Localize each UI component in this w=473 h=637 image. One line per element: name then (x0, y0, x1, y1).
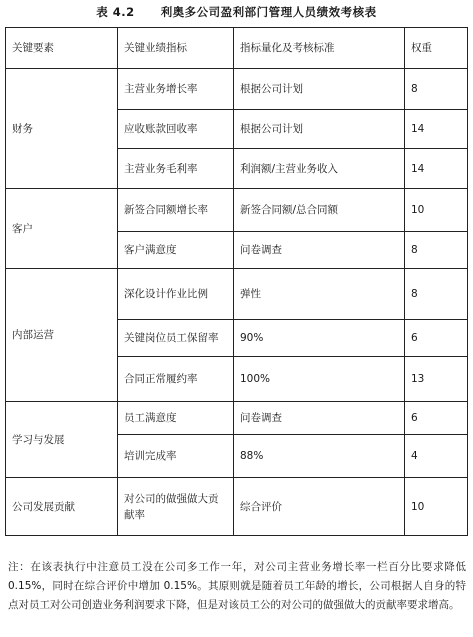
indicator-cell: 新签合同额增长率 (118, 189, 234, 232)
weight-cell: 14 (405, 149, 468, 189)
weight-cell: 6 (405, 402, 468, 435)
table-row (6, 269, 468, 320)
column-header-weight: 权重 (405, 28, 468, 69)
standard-cell: 90% (234, 320, 405, 357)
weight-cell: 8 (405, 269, 468, 320)
weight-cell: 13 (405, 357, 468, 402)
table-number: 表 4.2 (96, 5, 135, 19)
standard-cell: 根据公司计划 (234, 110, 405, 149)
header-row (6, 28, 468, 69)
standard-cell: 综合评价 (234, 478, 405, 536)
weight-cell: 8 (405, 69, 468, 110)
standard-cell: 利润额/主营业务收入 (234, 149, 405, 189)
factor-cell: 内部运营 (6, 269, 118, 402)
standard-cell: 新签合同额/总合同额 (234, 189, 405, 232)
weight-cell: 8 (405, 232, 468, 269)
factor-cell: 公司发展贡献 (6, 478, 118, 536)
column-header-indicator: 关键业绩指标 (118, 28, 234, 69)
indicator-cell: 应收账款回收率 (118, 110, 234, 149)
weight-cell: 10 (405, 189, 468, 232)
table-note: 注：在该表执行中注意员工没在公司多工作一年，对公司主营业务增长率一栏百分比要求降低 0.15%，同时在综合评价中增加 0.15%。其原则就是随着员工年龄的增长，公司根据人自身的特点对员工对公司创造业务利润要求下降，但是对该员工公的对公司的做强做大的贡献率要求增高。 (8, 561, 466, 611)
factor-cell: 客户 (6, 189, 118, 269)
indicator-cell: 培训完成率 (118, 435, 234, 478)
standard-cell: 100% (234, 357, 405, 402)
factor-cell: 学习与发展 (6, 402, 118, 478)
weight-cell: 6 (405, 320, 468, 357)
indicator-cell: 合同正常履约率 (118, 357, 234, 402)
standard-cell: 问卷调查 (234, 402, 405, 435)
indicator-cell: 关键岗位员工保留率 (118, 320, 234, 357)
indicator-cell: 主营业务毛利率 (118, 149, 234, 189)
kpi-table (5, 27, 468, 536)
standard-cell: 问卷调查 (234, 232, 405, 269)
table-caption (0, 4, 473, 20)
table-title: 利奥多公司盈利部门管理人员绩效考核表 (160, 5, 377, 19)
weight-cell: 14 (405, 110, 468, 149)
indicator-cell: 对公司的做强做大贡献率 (118, 478, 234, 536)
table-row (6, 189, 468, 232)
indicator-cell: 深化设计作业比例 (118, 269, 234, 320)
indicator-cell: 主营业务增长率 (118, 69, 234, 110)
indicator-cell: 员工满意度 (118, 402, 234, 435)
standard-cell: 根据公司计划 (234, 69, 405, 110)
table-row (6, 402, 468, 435)
column-header-standard: 指标量化及考核标准 (234, 28, 405, 69)
standard-cell: 弹性 (234, 269, 405, 320)
indicator-cell: 客户满意度 (118, 232, 234, 269)
weight-cell: 10 (405, 478, 468, 536)
factor-cell: 财务 (6, 69, 118, 189)
column-header-factor: 关键要素 (6, 28, 118, 69)
table-row (6, 478, 468, 536)
standard-cell: 88% (234, 435, 405, 478)
weight-cell: 4 (405, 435, 468, 478)
table-row (6, 69, 468, 110)
